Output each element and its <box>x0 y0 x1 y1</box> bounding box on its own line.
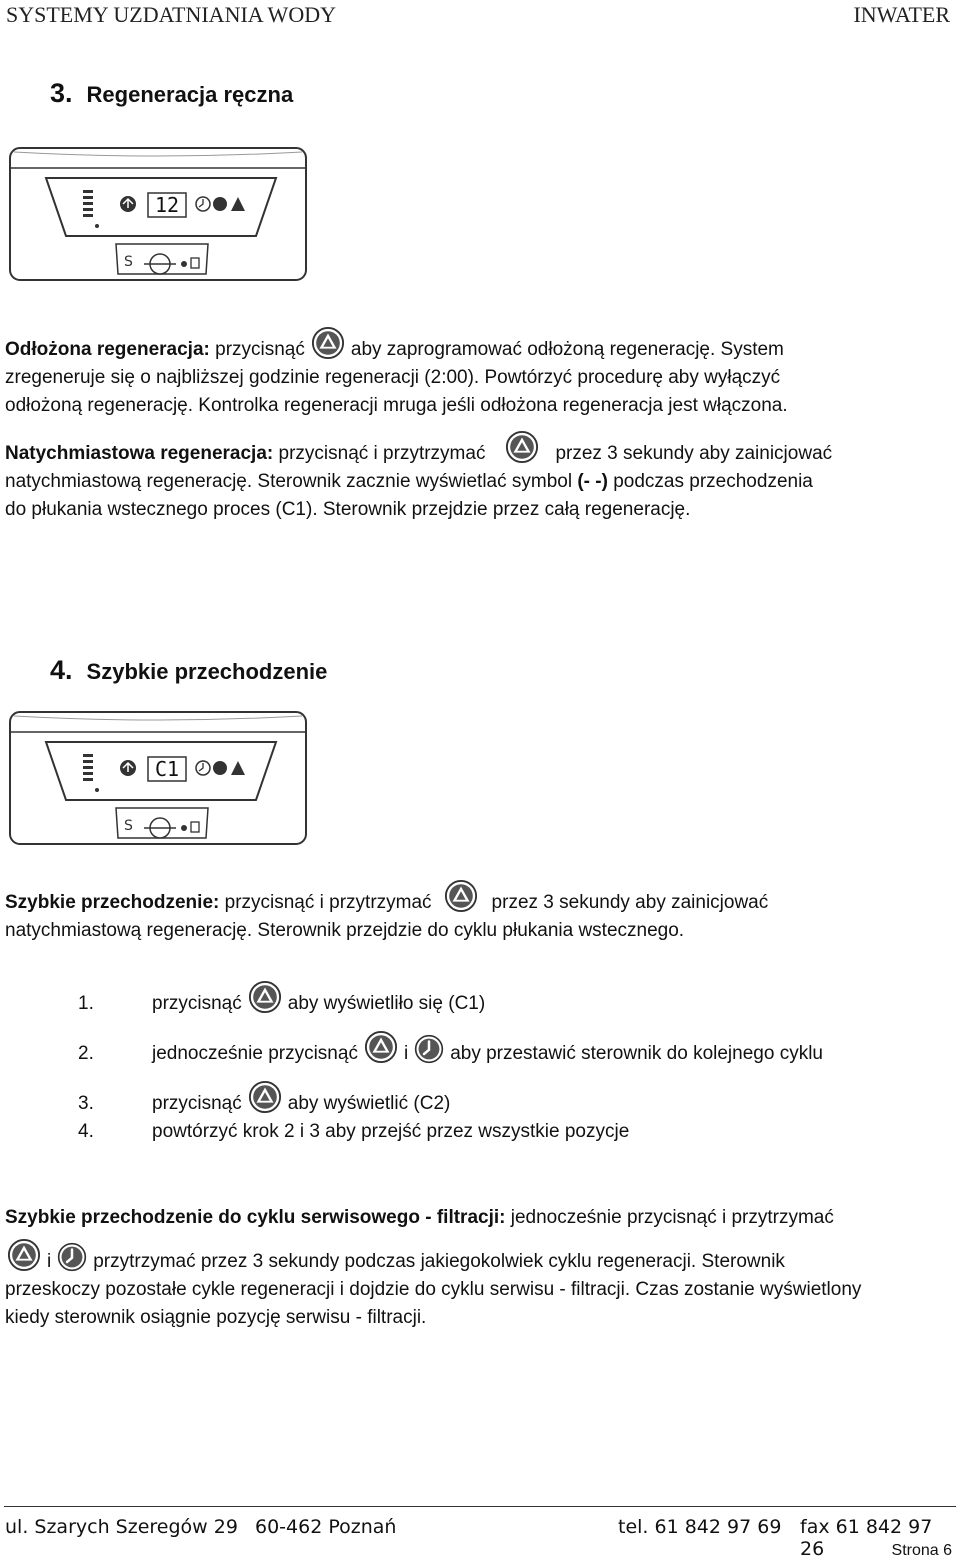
delayed-regen-label: Odłożona regeneracja: <box>5 339 210 360</box>
header-left: SYSTEMY UZDATNIANIA WODY <box>6 2 336 27</box>
controller-display-value: 12 <box>154 193 180 217</box>
service-fast-forward-paragraph: Szybkie przechodzenie do cyklu serwisowego - filtracji: jednocześnie przycisnąć i przytrzymać i przytrzymać przez 3 sekundy podczas jakiegokolwiek cyklu regeneracji. Sterownik przeskoczy pozostałe cykle regeneracji i dojdzie do cyklu serwisu - filtracji. Czas zostanie wyświetlony kiedy sterownik osiągnie pozycję serwisu - filtracji. <box>5 1207 862 1328</box>
footer-divider <box>4 1506 956 1507</box>
svg-text:S: S <box>124 818 133 834</box>
fast-forward-label: Szybkie przechodzenie: <box>5 892 220 913</box>
section-3-number: 3. <box>50 78 73 108</box>
step-item: 3. przycisnąć aby wyświetlić (C2) <box>78 1080 450 1118</box>
regen-button-icon <box>311 326 345 360</box>
svg-text:S: S <box>124 254 133 270</box>
clock-button-icon <box>57 1242 87 1272</box>
immediate-regen-paragraph: Natychmiastowa regeneracja: przycisnąć i przytrzymać przez 3 sekundy aby zainicjować natychmiastową regenerację. Sterownik zacznie wyświetlać symbol (- -) podczas przechodzenia do płukania wstecznego proces (C1). Sterownik przejdzie przez całą regenerację. <box>5 430 950 524</box>
fast-forward-paragraph: Szybkie przechodzenie: przycisnąć i przytrzymać przez 3 sekundy aby zainicjować natychmiastową regenerację. Sterownik przejdzie do cyklu płukania wstecznego. <box>5 879 950 945</box>
regen-button-icon <box>505 430 539 464</box>
service-fast-forward-label: Szybkie przechodzenie do cyklu serwisowego - filtracji: <box>5 1207 506 1228</box>
section-4-title: Szybkie przechodzenie <box>86 659 328 684</box>
step-item: 1. przycisnąć aby wyświetliło się (C1) <box>78 980 485 1018</box>
footer-address: ul. Szarych Szeregów 29 <box>5 1516 238 1538</box>
dot-icon <box>213 761 227 775</box>
regen-button-icon <box>7 1238 41 1272</box>
regen-button-icon <box>444 879 478 913</box>
immediate-regen-label: Natychmiastowa regeneracja: <box>5 443 274 464</box>
controller-illustration-fast <box>8 710 308 846</box>
page-number: Strona 6 <box>891 1542 952 1559</box>
footer-postal: 60-462 Poznań <box>255 1516 397 1538</box>
regen-button-icon <box>364 1030 398 1064</box>
step-item: 4. powtórzyć krok 2 i 3 aby przejść przez wszystkie pozycje <box>78 1121 630 1142</box>
footer-fax: fax 61 842 97 26 <box>800 1516 933 1560</box>
delayed-regen-paragraph: Odłożona regeneracja: przycisnąć aby zaprogramować odłożoną regenerację. System zregeneruje się o najbliższej godzinie regeneracji (2:00). Powtórzyć procedurę aby wyłączyć odłożoną regenerację. Kontrolka regeneracji mruga jeśli odłożona regeneracja jest włączona. <box>5 326 950 420</box>
footer-tel: tel. 61 842 97 69 <box>618 1516 782 1538</box>
section-3-title: Regeneracja ręczna <box>86 82 294 107</box>
regen-button-icon <box>248 980 282 1014</box>
controller-illustration-regen <box>8 146 308 282</box>
regen-button-icon <box>248 1080 282 1114</box>
header-right: INWATER <box>853 2 950 27</box>
step-item: 2. jednocześnie przycisnąć i aby przestawić sterownik do kolejnego cyklu <box>78 1030 823 1068</box>
section-4-heading <box>50 655 327 686</box>
section-4-number: 4. <box>50 655 73 685</box>
section-3-heading <box>50 78 293 109</box>
controller-display-value: C1 <box>154 757 180 781</box>
clock-button-icon <box>414 1034 444 1064</box>
dot-icon <box>213 197 227 211</box>
